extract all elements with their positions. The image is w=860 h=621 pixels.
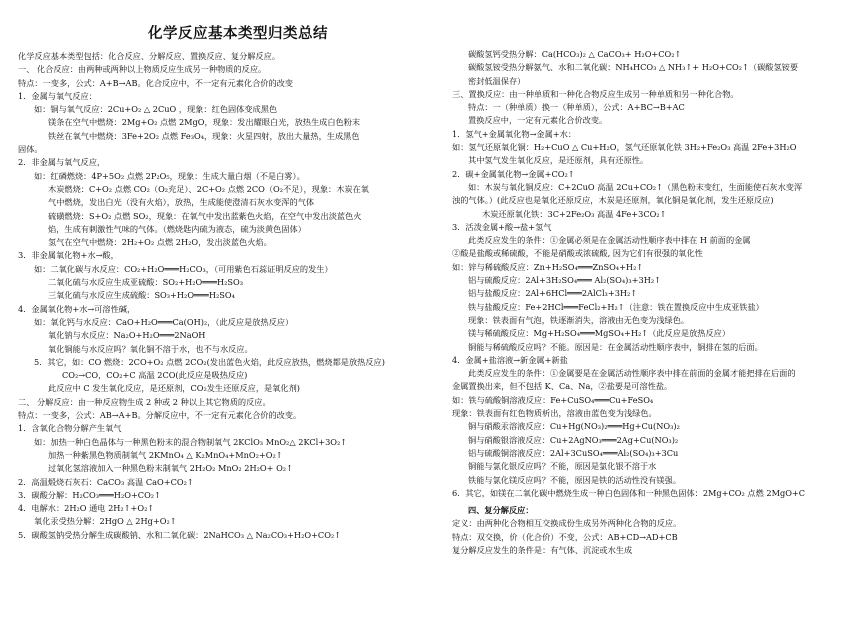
left-text-line: 如：加热一种白色晶体与一种黑色粉末的混合物制氧气 2KClO₃ MnO₂△ 2KCl+3O₂↑ — [34, 436, 348, 447]
right-text-line: 特点：一（种单质）换一（种单质），公式：A+BC→B+AC — [468, 102, 685, 113]
right-text-line: 四、复分解反应： — [468, 505, 534, 516]
right-text-line: 浊的气体。）(此反应也是氧化还原反应，木炭是还原剂，氧化铜是氧化剂，发生还原反应) — [452, 195, 774, 206]
right-text-line: 碳酸氢钙受热分解：Ca(HCO₃)₂ △ CaCO₃+ H₂O+CO₂↑ — [468, 49, 682, 59]
right-text-line: ②酸是盐酸或稀硫酸，不能是硝酸或浓硫酸, 因为它们有很强的氧化性 — [452, 248, 703, 259]
right-text-line: 现象：铁表面有气泡，铁逐渐消失，溶液由无色变为浅绿色。 — [468, 314, 690, 325]
left-text-line: 1．金属与氧气反应： — [18, 90, 97, 101]
left-text-line: 氧化钠与水反应：Na₂O+H₂O═══2NaOH — [48, 330, 206, 341]
right-text-line: 如：铁与硫酸铜溶液反应：Fe+CuSO₄═══Cu+FeSO₄ — [452, 394, 654, 405]
left-text-line: 4．电解水：2H₂O 通电 2H₂↑+O₂↑ — [18, 503, 155, 514]
left-text-line: 氧化铜能与水反应吗？氧化铜不溶于水，也不与水反应。 — [48, 343, 253, 354]
right-text-line: 铜与硝酸银溶液反应：Cu+2AgNO₃═══2Ag+Cu(NO₃)₂ — [468, 434, 679, 445]
right-text-line: 定义：由两种化合物相互交换成份生成另外两种化合物的反应。 — [452, 518, 682, 529]
left-text-line: 3．碳酸分解：H₂CO₃═══H₂O+CO₂↑ — [18, 489, 161, 500]
right-text-line: 复分解反应发生的条件是：有气体、沉淀或水生成 — [452, 544, 633, 555]
right-text-line: 三、置换反应：由一种单质和一种化合物反应生成另一种单质和另一种化合物。 — [452, 88, 739, 99]
right-text-line: 金属置换出来，但不包括 K、Ca、Na，②盐要是可溶性盐。 — [452, 381, 673, 392]
left-text-line: 如：铜与氧气反应：2Cu+O₂ △ 2CuO ，现象：红色固体变成黑色 — [34, 104, 278, 115]
left-text-line: 木炭燃烧：C+O₂ 点燃 CO₂（O₂充足）、2C+O₂ 点燃 2CO（O₂不足），现象：木炭在氧 — [48, 183, 369, 194]
right-text-line: 6．其它，如镁在二氧化碳中燃烧生成一种白色固体和一种黑色固体：2Mg+CO₂ 点燃 2MgO+C — [452, 487, 806, 498]
left-text-line: 三氧化硫与水反应生成硫酸：SO₃+H₂O═══H₂SO₄ — [48, 290, 235, 301]
left-text-line: 特点：一变多，公式：AB→A+B。分解反应中，不一定有元素化合价的改变。 — [18, 410, 302, 421]
right-text-line: 2．碳+金属氧化物→金属+CO₂↑ — [452, 168, 575, 179]
right-text-line: 铜能与氯化银反应吗？不能，原因是氯化银不溶于水 — [468, 461, 657, 472]
left-text-line: 此反应中 C 发生氧化反应，是还原剂，CO₂发生还原反应，是氧化剂) — [48, 383, 300, 394]
right-text-line: 铁能与氯化镁反应吗？不能，原因是铁的活动性没有镁强。 — [468, 474, 681, 485]
right-text-line: 特点：双交换，价（化合价）不变，公式：AB+CD→AD+CB — [452, 531, 678, 542]
left-text-line: 5．碳酸氢钠受热分解生成碳酸钠、水和二氧化碳：2NaHCO₃ △ Na₂CO₃+H₂O+CO₂↑ — [18, 529, 342, 540]
right-text-line: 木炭还原氧化铁：3C+2Fe₂O₃ 高温 4Fe+3CO₂↑ — [482, 208, 667, 219]
right-text-line: 铝与硫酸反应：2Al+3H₂SO₄═══ Al₂(SO₄)₃+3H₂↑ — [468, 275, 661, 286]
left-text-line: 化学反应基本类型包括：化合反应、分解反应、置换反应、复分解反应。 — [18, 51, 281, 61]
right-text-line: 此类反应发生的条件：①金属要是在金属活动性顺序表中排在前面的金属才能把排在后面的 — [468, 368, 796, 379]
right-text-line: 碳酸氢铵受热分解氨气、水和二氧化碳：NH₄HCO₃ △ NH₃↑+ H₂O+CO₂↑（碳酸氢铵要 — [468, 62, 799, 73]
right-text-line: 如：氢气还原氧化铜：H₂+CuO △ Cu+H₂O，氢气还原氧化铁 3H₂+Fe₂O₃ 高温 2Fe+3H₂O — [452, 142, 797, 153]
left-text-line: 固体。 — [18, 144, 43, 155]
right-text-line: 现象：铁表面有红色物质析出，溶液由蓝色变为浅绿色。 — [452, 408, 657, 419]
left-text-line: 特点：一变多，公式：A+B→AB。化合反应中，不一定有元素化合价的改变 — [18, 77, 294, 88]
left-text-line: 铁丝在氧气中燃烧：3Fe+2O₂ 点燃 Fe₃O₄，现象：火星四射，放出大量热，生成黑色 — [48, 130, 360, 141]
left-text-line: 氢气在空气中燃烧：2H₂+O₂ 点燃 2H₂O，发出淡蓝色火焰。 — [48, 237, 272, 248]
right-text-line: 铜能与稀硫酸反应吗？不能。原因是：在金属活动性顺序表中，铜排在氢的后面。 — [468, 341, 763, 352]
right-text-line: 镁与稀硫酸反应：Mg+H₂SO₄═══MgSO₄+H₂↑（此反应是放热反应） — [468, 328, 731, 339]
right-text-line: 铝与硫酸铜溶液反应：2Al+3CuSO₄═══Al₂(SO₄)₃+3Cu — [468, 447, 679, 458]
left-text-line: 1．含氧化合物分解产生氧气 — [18, 423, 122, 434]
right-text-line: 铁与盐酸反应：Fe+2HCl═══FeCl₂+H₂↑（注意：铁在置换反应中生成亚铁盐） — [468, 301, 764, 312]
left-text-line: 如：氧化钙与水反应：CaO+H₂O═══Ca(OH)₂，（此反应是放热反应） — [34, 316, 294, 327]
left-column — [18, 50, 430, 542]
left-text-line: 一、 化合反应：由两种或两种以上物质反应生成另一种物质的反应。 — [18, 64, 267, 75]
left-text-line: 氧化汞受热分解：2HgO △ 2Hg+O₂↑ — [34, 516, 177, 527]
left-text-line: 过氧化氢溶液加入一种黑色粉末制氧气 2H₂O₂ MnO₂ 2H₂O+ O₂↑ — [48, 463, 293, 474]
right-text-line: 铝与盐酸反应：2Al+6HCl═══2AlCl₃+3H₂↑ — [468, 288, 638, 299]
right-text-line: 铜与硝酸汞溶液反应：Cu+Hg(NO₃)₂═══Hg+Cu(NO₃)₂ — [468, 421, 680, 432]
right-text-line: 1．氢气+金属氧化物→金属+水： — [452, 128, 577, 139]
left-text-line: 镁条在空气中燃烧：2Mg+O₂ 点燃 2MgO，现象：发出耀眼白光，放热生成白色粉末 — [48, 117, 361, 128]
right-text-line: 3．活泼金属+酸→盐+氢气 — [452, 221, 552, 232]
right-column — [452, 48, 850, 557]
right-text-line: 如：木炭与氧化铜反应：C+2CuO 高温 2Cu+CO₂↑（黑色粉末变红，生面能使石灰水变浑 — [468, 181, 803, 192]
left-text-line: 2．高温煅烧石灰石：CaCO₃ 高温 CaO+CO₂↑ — [18, 476, 194, 487]
right-text-line: 如：锌与稀硫酸反应：Zn+H₂SO₄═══ZnSO₄+H₂↑ — [452, 261, 644, 272]
left-text-line: 5．其它，如：CO 燃烧：2CO+O₂ 点燃 2CO₂(发出蓝色火焰，此反应放热，燃烧都是放热反应) — [34, 356, 385, 367]
left-text-line: 如：红磷燃烧：4P+5O₂ 点燃 2P₂O₅，现象：生成大量白烟（不是白雾）。 — [34, 170, 305, 181]
left-text-line: 如：二氧化碳与水反应：CO₂+H₂O═══H₂CO₃，（可用紫色石蕊证明反应的发生） — [34, 263, 333, 274]
left-text-line: 加热一种紫黑色物质制氧气 2KMnO₄ △ K₂MnO₄+MnO₂+O₂↑ — [48, 449, 283, 460]
left-text-line: 2．非金属与氧气反应， — [18, 157, 106, 168]
left-text-line: 焰，生成有刺激性气味的气体。（燃烧匙内硫为液态，硫为淡黄色固体） — [48, 223, 306, 234]
right-text-line: 其中氢气发生氧化反应，是还原剂，具有还原性。 — [468, 155, 649, 166]
right-text-line: 密封低温保存） — [468, 75, 526, 86]
left-text-line: 二氧化硫与水反应生成亚硫酸：SO₂+H₂O═══H₂SO₃ — [48, 277, 244, 288]
left-text-line: CO₂→CO，CO₂+C 高温 2CO(此反应是吸热反应) — [62, 370, 248, 381]
right-text-line: 置换反应中，一定有元素化合价改变。 — [468, 115, 608, 126]
left-text-line: 3．非金属氧化物+水→酸， — [18, 250, 119, 261]
left-text-line: 硫磺燃烧：S+O₂ 点燃 SO₂，现象：在氧气中发出蓝紫色火焰，在空气中发出淡蓝色火 — [48, 210, 362, 221]
left-text-line: 二、 分解反应：由一种反应物生成 2 种或 2 种以上其它物质的反应。 — [18, 396, 271, 407]
right-text-line: 此类反应发生的条件：①金属必须是在金属活动性顺序表中排在 H 前面的金属 — [468, 235, 751, 246]
right-text-line: 4．金属+盐溶液→新金属+新盐 — [452, 354, 568, 365]
left-text-line: 气中燃烧，发出白光（没有火焰），放热，生成能使澄清石灰水变浑的气体 — [48, 197, 315, 208]
left-text-line: 4．金属氧化物+水→可溶性碱， — [18, 303, 136, 314]
page-title: 化学反应基本类型归类总结 — [148, 26, 328, 42]
